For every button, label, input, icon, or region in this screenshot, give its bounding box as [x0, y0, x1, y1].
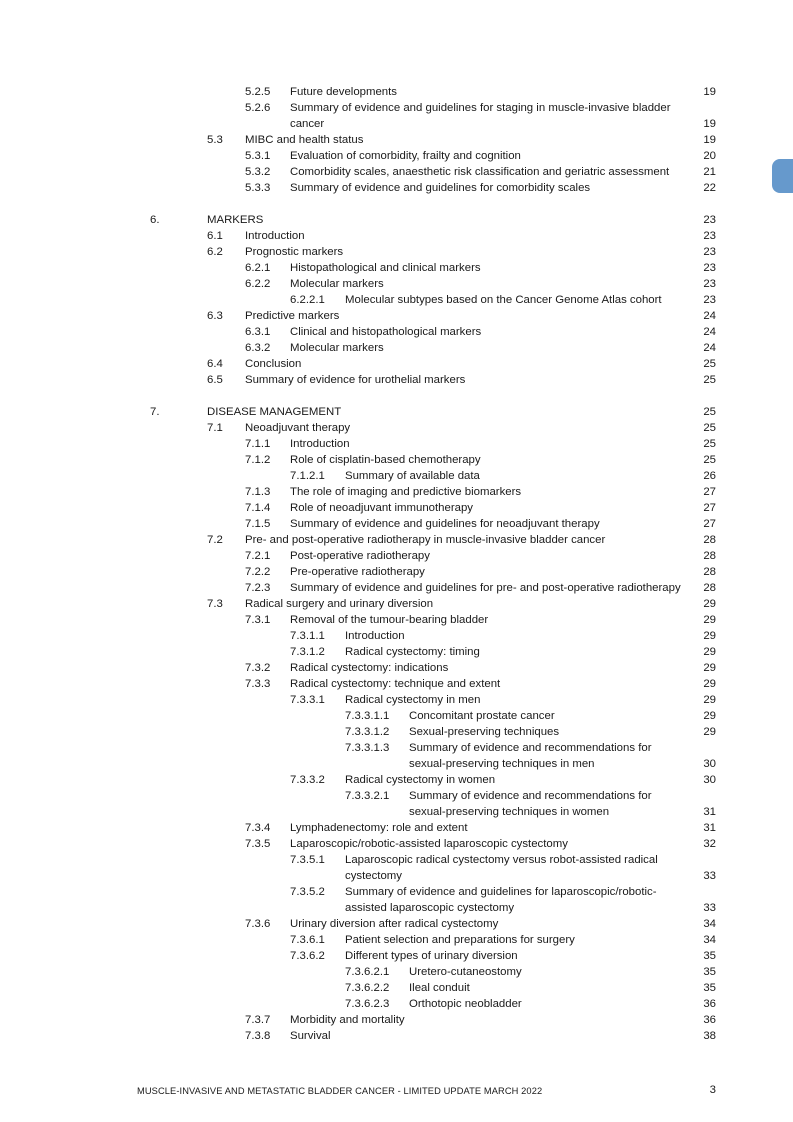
toc-entry[interactable]	[0, 980, 793, 996]
toc-entry-title: Molecular markers	[290, 278, 384, 290]
toc-entry[interactable]	[0, 644, 793, 660]
toc-entry-title: Removal of the tumour-bearing bladder	[290, 614, 489, 626]
toc-entry-title: Uretero-cutaneostomy	[409, 966, 522, 978]
toc-entry[interactable]	[0, 532, 793, 548]
toc-entry-title: Pre-operative radiotherapy	[290, 566, 425, 578]
toc-entry-page: 29	[703, 598, 716, 610]
toc-entry[interactable]	[0, 708, 793, 724]
toc-entry[interactable]	[0, 788, 793, 804]
toc-entry[interactable]	[0, 484, 793, 500]
toc-entry-number: 7.	[150, 406, 160, 418]
toc-entry-number: 7.3.4	[245, 822, 271, 834]
toc-entry-number: 7.3.6.1	[290, 934, 325, 946]
toc-entry-page: 29	[703, 694, 716, 706]
toc-entry[interactable]	[0, 292, 793, 308]
toc-entry-page: 35	[703, 966, 716, 978]
toc-entry[interactable]	[0, 804, 793, 820]
toc-entry-title: DISEASE MANAGEMENT	[207, 406, 342, 418]
toc-entry-number: 7.1	[207, 422, 223, 434]
toc-entry[interactable]	[0, 404, 793, 420]
toc-entry-page: 25	[703, 358, 716, 370]
toc-entry-title: The role of imaging and predictive biomarkers	[290, 486, 522, 498]
toc-entry-page: 30	[703, 758, 716, 770]
toc-entry-page: 33	[703, 870, 716, 882]
toc-entry[interactable]	[0, 500, 793, 516]
toc-entry-page: 22	[703, 182, 716, 194]
toc-entry-number: 7.1.4	[245, 502, 271, 514]
toc-entry-number: 5.3	[207, 134, 223, 146]
toc-entry-title: Prognostic markers	[245, 246, 344, 258]
toc-entry-title: Radical cystectomy: indications	[290, 662, 449, 674]
footer-page-number: 3	[709, 1084, 716, 1096]
toc-entry-page: 29	[703, 710, 716, 722]
toc-entry-page: 23	[703, 214, 716, 226]
toc-entry[interactable]	[0, 468, 793, 484]
toc-entry-number: 7.3.3.1.3	[345, 742, 390, 754]
toc-entry-title: Summary of evidence for urothelial markers	[245, 374, 466, 386]
toc-entry-number: 6.2.2.1	[290, 294, 325, 306]
toc-entry[interactable]	[0, 212, 793, 228]
toc-entry-number: 7.2.1	[245, 550, 271, 562]
toc-entry-number: 6.	[150, 214, 160, 226]
toc-entry[interactable]	[0, 820, 793, 836]
toc-entry-number: 7.3.3.2.1	[345, 790, 390, 802]
toc-entry-title: Introduction	[290, 438, 350, 450]
toc-entry-page: 30	[703, 774, 716, 786]
toc-entry-number: 6.3.1	[245, 326, 271, 338]
toc-entry[interactable]	[0, 324, 793, 340]
toc-entry-title: Radical cystectomy in men	[345, 694, 481, 706]
toc-entry-number: 6.2.1	[245, 262, 271, 274]
toc-entry[interactable]	[0, 836, 793, 852]
toc-entry-number: 7.3.3.1.1	[345, 710, 390, 722]
toc-entry-number: 6.1	[207, 230, 223, 242]
toc-entry[interactable]	[0, 132, 793, 148]
toc-entry-number: 5.2.6	[245, 102, 271, 114]
toc-entry-title: Morbidity and mortality	[290, 1014, 405, 1026]
toc-entry-page: 23	[703, 246, 716, 258]
toc-entry-title: Summary of evidence and guidelines for pre- and post-operative radiotherapy	[290, 582, 681, 594]
toc-entry[interactable]	[0, 740, 793, 756]
toc-entry-title: Radical cystectomy in women	[345, 774, 496, 786]
toc-entry-page: 33	[703, 902, 716, 914]
toc-entry-number: 7.3.6.2.2	[345, 982, 390, 994]
toc-entry[interactable]	[0, 436, 793, 452]
toc-entry[interactable]	[0, 884, 793, 900]
toc-entry[interactable]	[0, 948, 793, 964]
toc-entry[interactable]	[0, 612, 793, 628]
toc-entry-number: 7.3.1.2	[290, 646, 325, 658]
toc-entry-title: Molecular subtypes based on the Cancer Genome Atlas cohort	[345, 294, 662, 306]
toc-entry-number: 7.3.1.1	[290, 630, 325, 642]
toc-entry-number: 5.3.3	[245, 182, 271, 194]
toc-entry[interactable]	[0, 340, 793, 356]
toc-entry-title: Conclusion	[245, 358, 302, 370]
toc-entry-number: 7.3.6.2	[290, 950, 325, 962]
toc-entry-title: Orthotopic neobladder	[409, 998, 522, 1010]
toc-entry[interactable]	[0, 852, 793, 868]
toc-entry-number: 6.2.2	[245, 278, 271, 290]
toc-entry[interactable]	[0, 964, 793, 980]
toc-entry-number: 6.5	[207, 374, 223, 386]
toc-entry[interactable]	[0, 996, 793, 1012]
toc-entry[interactable]	[0, 372, 793, 388]
toc-entry[interactable]	[0, 148, 793, 164]
toc-entry-page: 29	[703, 630, 716, 642]
toc-entry-number: 5.3.2	[245, 166, 271, 178]
toc-entry-number: 7.3.3.1	[290, 694, 325, 706]
toc-entry[interactable]	[0, 356, 793, 372]
toc-entry-title: Pre- and post-operative radiotherapy in muscle-invasive bladder cancer	[245, 534, 606, 546]
toc-entry[interactable]	[0, 308, 793, 324]
toc-entry-number: 7.3.5.1	[290, 854, 325, 866]
toc-entry-number: 7.3.3.2	[290, 774, 325, 786]
toc-entry-page: 27	[703, 502, 716, 514]
toc-entry-title: Introduction	[345, 630, 405, 642]
toc-entry-title: Summary of evidence and guidelines for staging in muscle-invasive bladder	[290, 102, 671, 114]
toc-entry-page: 32	[703, 838, 716, 850]
toc-entry-number: 5.2.5	[245, 86, 271, 98]
toc-entry[interactable]	[0, 164, 793, 180]
toc-entry-title: Neoadjuvant therapy	[245, 422, 351, 434]
toc-entry-title: Summary of evidence and guidelines for neoadjuvant therapy	[290, 518, 600, 530]
toc-entry-number: 7.1.2	[245, 454, 271, 466]
toc-entry-title: assisted laparoscopic cystectomy	[345, 902, 515, 914]
toc-entry-number: 7.3.2	[245, 662, 271, 674]
toc-entry-page: 28	[703, 534, 716, 546]
toc-entry-title: cystectomy	[345, 870, 402, 882]
toc-entry-number: 7.3.8	[245, 1030, 271, 1042]
toc-entry-number: 7.1.2.1	[290, 470, 325, 482]
toc-entry[interactable]	[0, 452, 793, 468]
toc-entry[interactable]	[0, 116, 793, 132]
toc-entry-title: Survival	[290, 1030, 331, 1042]
toc-entry-title: Radical cystectomy: technique and extent	[290, 678, 501, 690]
toc-entry-number: 7.2	[207, 534, 223, 546]
toc-entry-number: 7.3	[207, 598, 223, 610]
toc-entry-title: Summary of evidence and recommendations for	[409, 790, 652, 802]
toc-entry[interactable]	[0, 244, 793, 260]
toc-entry-number: 7.1.3	[245, 486, 271, 498]
toc-entry-page: 29	[703, 662, 716, 674]
toc-entry-title: Molecular markers	[290, 342, 384, 354]
toc-entry-page: 23	[703, 262, 716, 274]
toc-entry-page: 25	[703, 438, 716, 450]
toc-entry-page: 27	[703, 518, 716, 530]
toc-entry[interactable]	[0, 580, 793, 596]
toc-entry[interactable]	[0, 180, 793, 196]
toc-entry[interactable]	[0, 916, 793, 932]
toc-entry[interactable]	[0, 548, 793, 564]
toc-entry-page: 29	[703, 646, 716, 658]
toc-entry-title: sexual-preserving techniques in women	[409, 806, 610, 818]
toc-entry-page: 25	[703, 422, 716, 434]
toc-entry[interactable]	[0, 628, 793, 644]
toc-entry-page: 27	[703, 486, 716, 498]
toc-entry[interactable]	[0, 228, 793, 244]
toc-entry-page: 26	[703, 470, 716, 482]
toc-entry-title: Evaluation of comorbidity, frailty and cognition	[290, 150, 521, 162]
toc-entry-title: Radical surgery and urinary diversion	[245, 598, 434, 610]
toc-entry[interactable]	[0, 1028, 793, 1044]
toc-entry-page: 29	[703, 726, 716, 738]
toc-entry[interactable]	[0, 276, 793, 292]
toc-entry-number: 7.3.7	[245, 1014, 271, 1026]
toc-entry-title: Comorbidity scales, anaesthetic risk classification and geriatric assessment	[290, 166, 670, 178]
toc-entry-number: 7.3.6	[245, 918, 271, 930]
toc-entry-number: 7.3.3.1.2	[345, 726, 390, 738]
table-of-contents	[0, 84, 793, 1044]
toc-entry-page: 35	[703, 950, 716, 962]
toc-entry[interactable]	[0, 868, 793, 884]
toc-entry-page: 36	[703, 998, 716, 1010]
toc-entry[interactable]	[0, 260, 793, 276]
toc-entry-page: 29	[703, 614, 716, 626]
toc-entry[interactable]	[0, 932, 793, 948]
toc-entry[interactable]	[0, 420, 793, 436]
toc-entry-page: 24	[703, 326, 716, 338]
toc-entry-page: 34	[703, 918, 716, 930]
toc-entry-title: Different types of urinary diversion	[345, 950, 518, 962]
toc-entry-number: 7.3.1	[245, 614, 271, 626]
toc-entry-number: 7.3.6.2.3	[345, 998, 390, 1010]
toc-entry[interactable]	[0, 660, 793, 676]
toc-entry-page: 29	[703, 678, 716, 690]
toc-entry-number: 7.1.5	[245, 518, 271, 530]
toc-entry-number: 6.3	[207, 310, 223, 322]
toc-entry-title: Histopathological and clinical markers	[290, 262, 481, 274]
toc-entry-title: Urinary diversion after radical cystectomy	[290, 918, 499, 930]
toc-entry[interactable]	[0, 516, 793, 532]
toc-entry-title: Lymphadenectomy: role and extent	[290, 822, 468, 834]
toc-entry-title: Summary of evidence and recommendations for	[409, 742, 652, 754]
toc-entry-title: Summary of evidence and guidelines for comorbidity scales	[290, 182, 591, 194]
toc-entry-number: 7.2.3	[245, 582, 271, 594]
toc-entry[interactable]	[0, 84, 793, 100]
toc-entry[interactable]	[0, 1012, 793, 1028]
toc-entry-title: Laparoscopic radical cystectomy versus robot-assisted radical	[345, 854, 658, 866]
toc-entry-title: MARKERS	[207, 214, 264, 226]
toc-entry-title: sexual-preserving techniques in men	[409, 758, 595, 770]
toc-entry-page: 23	[703, 294, 716, 306]
toc-entry-page: 28	[703, 550, 716, 562]
toc-entry[interactable]	[0, 724, 793, 740]
toc-entry-number: 5.3.1	[245, 150, 271, 162]
toc-entry[interactable]	[0, 900, 793, 916]
toc-entry-title: Role of cisplatin-based chemotherapy	[290, 454, 481, 466]
toc-entry-page: 21	[703, 166, 716, 178]
toc-entry-page: 31	[703, 806, 716, 818]
toc-entry-title: Concomitant prostate cancer	[409, 710, 555, 722]
toc-entry-number: 7.3.3	[245, 678, 271, 690]
toc-entry-title: Introduction	[245, 230, 305, 242]
toc-entry-title: MIBC and health status	[245, 134, 364, 146]
toc-entry-title: Patient selection and preparations for surgery	[345, 934, 575, 946]
toc-entry-number: 6.3.2	[245, 342, 271, 354]
toc-entry-number: 7.3.5	[245, 838, 271, 850]
toc-entry-number: 7.3.6.2.1	[345, 966, 390, 978]
toc-entry-title: cancer	[290, 118, 325, 130]
toc-entry-number: 7.3.5.2	[290, 886, 325, 898]
toc-entry-page: 23	[703, 230, 716, 242]
toc-entry-page: 25	[703, 454, 716, 466]
toc-entry-page: 23	[703, 278, 716, 290]
toc-entry-title: Role of neoadjuvant immunotherapy	[290, 502, 473, 514]
toc-entry-page: 24	[703, 342, 716, 354]
toc-entry-page: 35	[703, 982, 716, 994]
toc-entry-page: 28	[703, 582, 716, 594]
toc-entry-page: 36	[703, 1014, 716, 1026]
toc-entry-page: 19	[703, 134, 716, 146]
toc-entry-page: 38	[703, 1030, 716, 1042]
toc-entry-page: 25	[703, 406, 716, 418]
toc-entry[interactable]	[0, 756, 793, 772]
toc-entry-number: 7.2.2	[245, 566, 271, 578]
toc-entry-page: 19	[703, 118, 716, 130]
toc-entry[interactable]	[0, 564, 793, 580]
toc-entry-page: 25	[703, 374, 716, 386]
footer-title: MUSCLE-INVASIVE AND METASTATIC BLADDER CANCER - LIMITED UPDATE MARCH 2022	[137, 1086, 543, 1096]
toc-entry-title: Ileal conduit	[409, 982, 470, 994]
toc-entry[interactable]	[0, 676, 793, 692]
toc-entry-number: 6.4	[207, 358, 223, 370]
toc-entry-page: 34	[703, 934, 716, 946]
toc-entry-page: 19	[703, 86, 716, 98]
toc-entry-title: Laparoscopic/robotic-assisted laparoscopic cystectomy	[290, 838, 568, 850]
toc-entry[interactable]	[0, 100, 793, 116]
toc-entry[interactable]	[0, 772, 793, 788]
toc-entry-title: Clinical and histopathological markers	[290, 326, 482, 338]
toc-entry-title: Radical cystectomy: timing	[345, 646, 480, 658]
toc-entry-page: 24	[703, 310, 716, 322]
toc-entry[interactable]	[0, 596, 793, 612]
toc-entry-title: Predictive markers	[245, 310, 340, 322]
toc-entry-page: 20	[703, 150, 716, 162]
toc-entry-title: Sexual-preserving techniques	[409, 726, 560, 738]
toc-entry-page: 31	[703, 822, 716, 834]
toc-entry-number: 6.2	[207, 246, 223, 258]
toc-entry-title: Summary of available data	[345, 470, 480, 482]
toc-entry-title: Summary of evidence and guidelines for laparoscopic/robotic-	[345, 886, 657, 898]
toc-entry-title: Future developments	[290, 86, 398, 98]
toc-entry[interactable]	[0, 692, 793, 708]
toc-entry-page: 28	[703, 566, 716, 578]
toc-entry-number: 7.1.1	[245, 438, 271, 450]
toc-entry-title: Post-operative radiotherapy	[290, 550, 430, 562]
